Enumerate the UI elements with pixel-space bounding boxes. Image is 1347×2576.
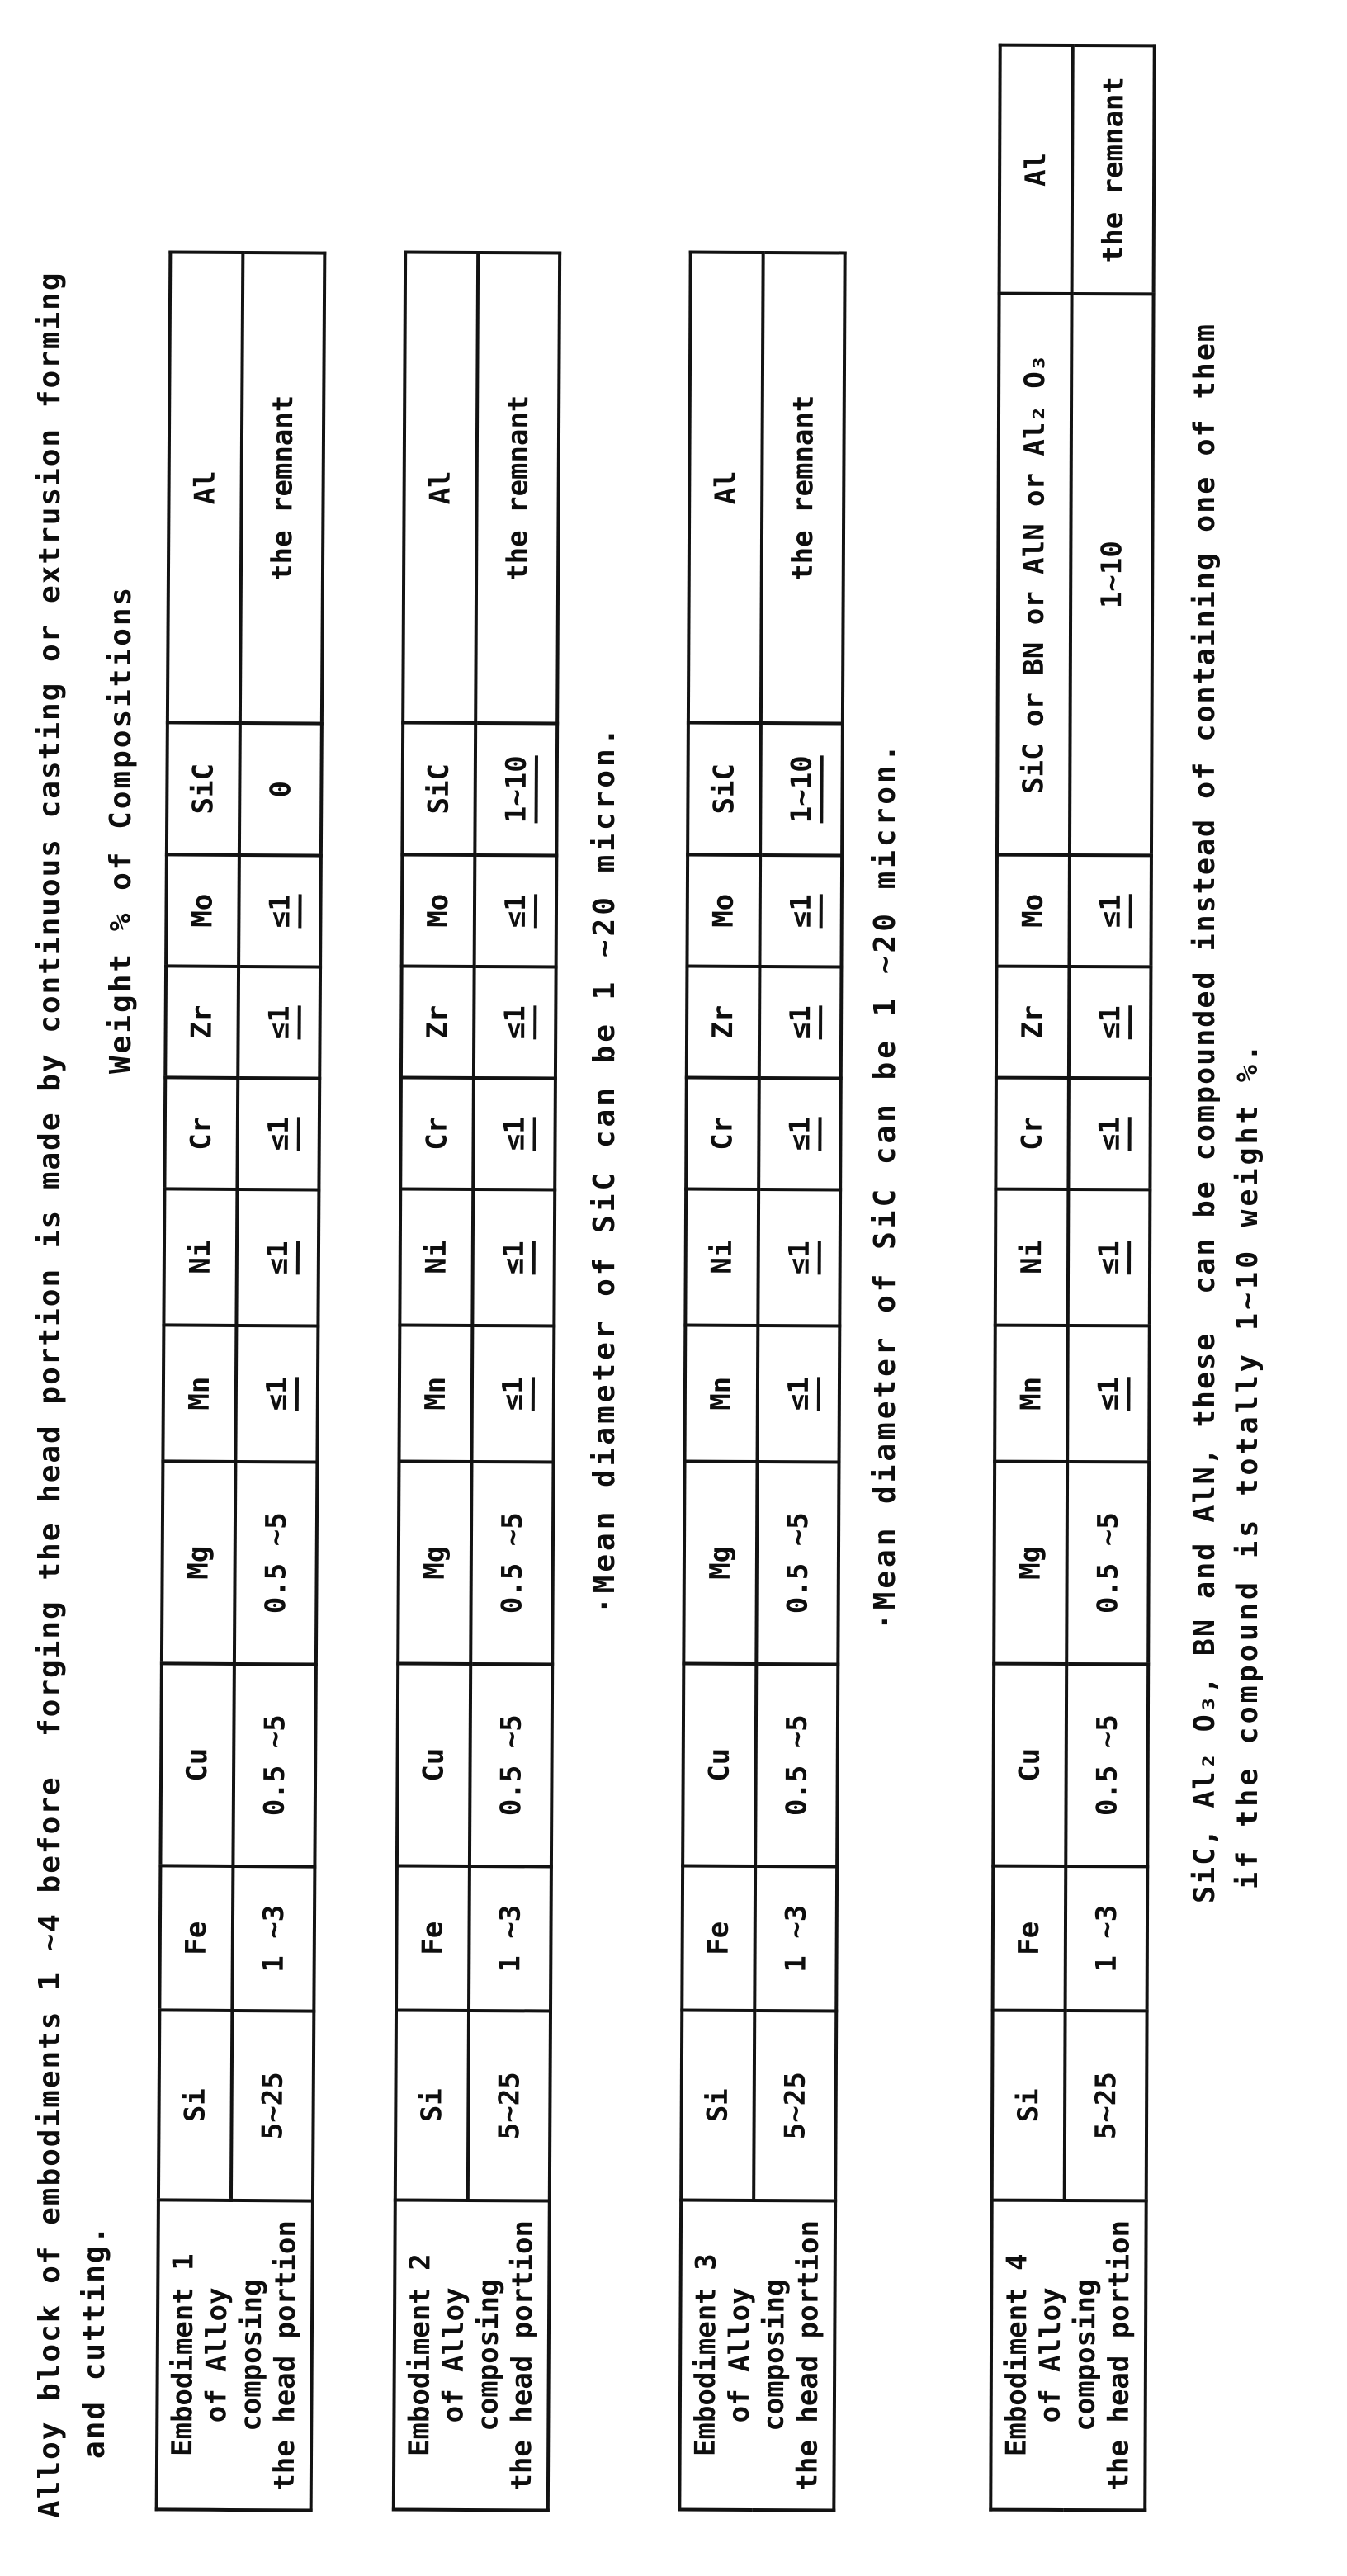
embodiment-3-header-fe: Fe	[682, 1866, 755, 2011]
compound-note-line-2: if the compound is totally 1~10 weight %.	[1231, 1041, 1264, 1889]
embodiment-4-value-mn: ≤1	[1067, 1326, 1150, 1462]
embodiment-4-value-si: 5~25	[1065, 2011, 1147, 2200]
embodiment-4-header-ni: Ni	[995, 1189, 1069, 1326]
embodiment-3-header-cu: Cu	[683, 1664, 756, 1866]
mean-diameter-note-table3: ·Mean diameter of SiC can be 1 ~20 micron.	[868, 740, 902, 1631]
embodiment-2-value-sic: 1~10	[475, 723, 557, 856]
embodiment-1-table-container	[155, 250, 327, 2512]
embodiment-3-header-sic: SiC	[688, 723, 761, 855]
embodiment-3-value-fe: 1 ~3	[754, 1866, 837, 2011]
embodiment-2-value-cu: 0.5 ~5	[470, 1664, 552, 1867]
embodiment-1-value-sic: 0	[239, 723, 322, 856]
embodiment-1-value-mg: 0.5 ~5	[234, 1462, 317, 1665]
embodiment-1-value-cr: ≤1	[237, 1078, 319, 1190]
embodiment-1-table	[155, 250, 327, 2512]
embodiment-4-header-zr: Zr	[996, 967, 1070, 1078]
embodiment-2-header-sic: SiC	[402, 723, 475, 855]
embodiment-4-header-mg: Mg	[994, 1462, 1067, 1664]
embodiment-3-value-mn: ≤1	[758, 1326, 840, 1462]
embodiment-2-value-zr: ≤1	[474, 967, 556, 1079]
embodiment-2-header-ni: Ni	[399, 1189, 473, 1326]
embodiment-1-label: Embodiment 1 of Alloy composing the head portion	[157, 2200, 313, 2510]
embodiment-1-header-mo: Mo	[166, 854, 239, 967]
embodiment-2-value-si: 5~25	[468, 2011, 551, 2201]
embodiment-1-value-cu: 0.5 ~5	[233, 1664, 315, 1867]
compound-note-line-1: SiC, Al₂ O₃, BN and AlN, these can be compounded instead of containing one of them	[1189, 323, 1222, 1903]
embodiment-1-header-si: Si	[158, 2010, 232, 2200]
embodiment-1-header-cu: Cu	[160, 1663, 234, 1866]
embodiment-1-header-mg: Mg	[162, 1461, 235, 1664]
embodiment-2-header-cr: Cr	[400, 1078, 474, 1189]
embodiment-4-header-cr: Cr	[995, 1078, 1069, 1189]
embodiment-4-header-sic: SiC or BN or AlN or Al₂ O₃	[997, 294, 1072, 855]
embodiment-2-value-ni: ≤1	[472, 1189, 555, 1326]
embodiment-2-label: Embodiment 2 of Alloy composing the head portion	[394, 2200, 550, 2510]
mean-diameter-note-table2: ·Mean diameter of SiC can be 1 ~20 micron.	[588, 724, 622, 1614]
embodiment-1-value-al: the remnant	[240, 253, 324, 724]
embodiment-2-value-mo: ≤1	[475, 855, 557, 967]
embodiment-1-header-sic: SiC	[167, 722, 240, 855]
embodiment-2-header-mg: Mg	[398, 1462, 471, 1664]
embodiment-2-table	[392, 251, 561, 2512]
embodiment-3-value-ni: ≤1	[758, 1189, 840, 1326]
embodiment-3-header-al: Al	[688, 253, 763, 723]
embodiment-4-value-mg: 0.5 ~5	[1066, 1462, 1149, 1664]
embodiment-1-value-fe: 1 ~3	[232, 1866, 314, 2011]
embodiment-1-header-fe: Fe	[159, 1865, 233, 2011]
embodiment-1-header-zr: Zr	[165, 966, 239, 1078]
embodiment-2-header-mo: Mo	[402, 855, 475, 967]
embodiment-4-table-container	[989, 44, 1156, 2512]
embodiment-3-label: Embodiment 3 of Alloy composing the head portion	[679, 2200, 835, 2511]
embodiment-2-value-fe: 1 ~3	[469, 1866, 551, 2011]
embodiment-4-value-ni: ≤1	[1068, 1189, 1151, 1326]
embodiment-3-value-si: 5~25	[754, 2011, 836, 2200]
embodiment-3-header-si: Si	[681, 2011, 754, 2200]
embodiment-2-header-fe: Fe	[396, 1866, 470, 2011]
embodiment-4-table	[989, 44, 1156, 2512]
embodiment-3-header-mn: Mn	[685, 1326, 759, 1462]
embodiment-2-header-cu: Cu	[397, 1664, 470, 1866]
embodiment-4-value-fe: 1 ~3	[1066, 1866, 1148, 2011]
weight-percent-heading: Weight % of Compositions	[104, 584, 138, 1074]
embodiment-1-value-ni: ≤1	[236, 1189, 319, 1326]
embodiment-3-header-zr: Zr	[687, 967, 760, 1078]
embodiment-4-value-al: the remnant	[1072, 45, 1155, 294]
embodiment-3-value-mo: ≤1	[759, 855, 842, 967]
embodiment-3-value-cr: ≤1	[759, 1078, 841, 1189]
embodiment-3-header-cr: Cr	[686, 1078, 759, 1189]
embodiment-2-value-al: the remnant	[475, 253, 560, 724]
embodiment-3-value-sic: 1~10	[760, 723, 843, 855]
embodiment-3-value-al: the remnant	[761, 253, 845, 723]
embodiment-2-header-mn: Mn	[399, 1326, 472, 1462]
embodiment-2-value-cr: ≤1	[473, 1078, 555, 1190]
embodiment-4-header-mo: Mo	[996, 855, 1070, 967]
page-title-line-1: Alloy block of embodiments 1 ~4 before forging the head portion is made by continuous casting or extrusion forming	[33, 271, 67, 2518]
embodiment-1-value-mo: ≤1	[239, 855, 321, 967]
embodiment-3-header-ni: Ni	[685, 1189, 759, 1326]
embodiment-4-header-cu: Cu	[993, 1664, 1066, 1866]
embodiment-4-value-zr: ≤1	[1069, 967, 1151, 1078]
embodiment-3-header-mo: Mo	[687, 855, 760, 967]
embodiment-1-header-ni: Ni	[163, 1189, 237, 1326]
embodiment-2-value-mn: ≤1	[471, 1326, 554, 1463]
embodiment-4-header-fe: Fe	[993, 1866, 1066, 2011]
embodiment-4-header-al: Al	[1000, 45, 1073, 294]
embodiment-3-header-mg: Mg	[683, 1462, 757, 1664]
embodiment-2-table-container	[392, 251, 561, 2512]
embodiment-2-header-al: Al	[403, 253, 478, 723]
embodiment-2-value-mg: 0.5 ~5	[470, 1462, 553, 1665]
embodiment-1-header-cr: Cr	[164, 1077, 238, 1189]
embodiment-4-value-mo: ≤1	[1069, 855, 1151, 967]
embodiment-3-table	[678, 251, 846, 2512]
embodiment-3-value-cu: 0.5 ~5	[755, 1664, 838, 1866]
embodiment-4-value-sic: 1~10	[1070, 294, 1154, 855]
embodiment-4-header-mn: Mn	[995, 1326, 1068, 1462]
embodiment-4-value-cu: 0.5 ~5	[1066, 1664, 1148, 1866]
embodiment-4-label: Embodiment 4 of Alloy composing the head portion	[990, 2200, 1146, 2511]
embodiment-3-value-mg: 0.5 ~5	[756, 1462, 839, 1664]
embodiment-2-header-zr: Zr	[401, 967, 475, 1078]
embodiment-1-value-zr: ≤1	[238, 967, 320, 1079]
embodiment-4-value-cr: ≤1	[1068, 1078, 1151, 1189]
embodiment-2-header-si: Si	[395, 2011, 469, 2200]
embodiment-1-header-mn: Mn	[163, 1325, 236, 1462]
embodiment-1-header-al: Al	[168, 252, 243, 723]
embodiment-1-value-si: 5~25	[231, 2011, 314, 2201]
embodiment-3-value-zr: ≤1	[759, 967, 842, 1078]
page-title-line-2: and cutting.	[78, 2224, 111, 2459]
embodiment-3-table-container	[678, 251, 846, 2512]
embodiment-1-value-mn: ≤1	[235, 1326, 318, 1463]
embodiment-4-header-si: Si	[992, 2011, 1066, 2200]
